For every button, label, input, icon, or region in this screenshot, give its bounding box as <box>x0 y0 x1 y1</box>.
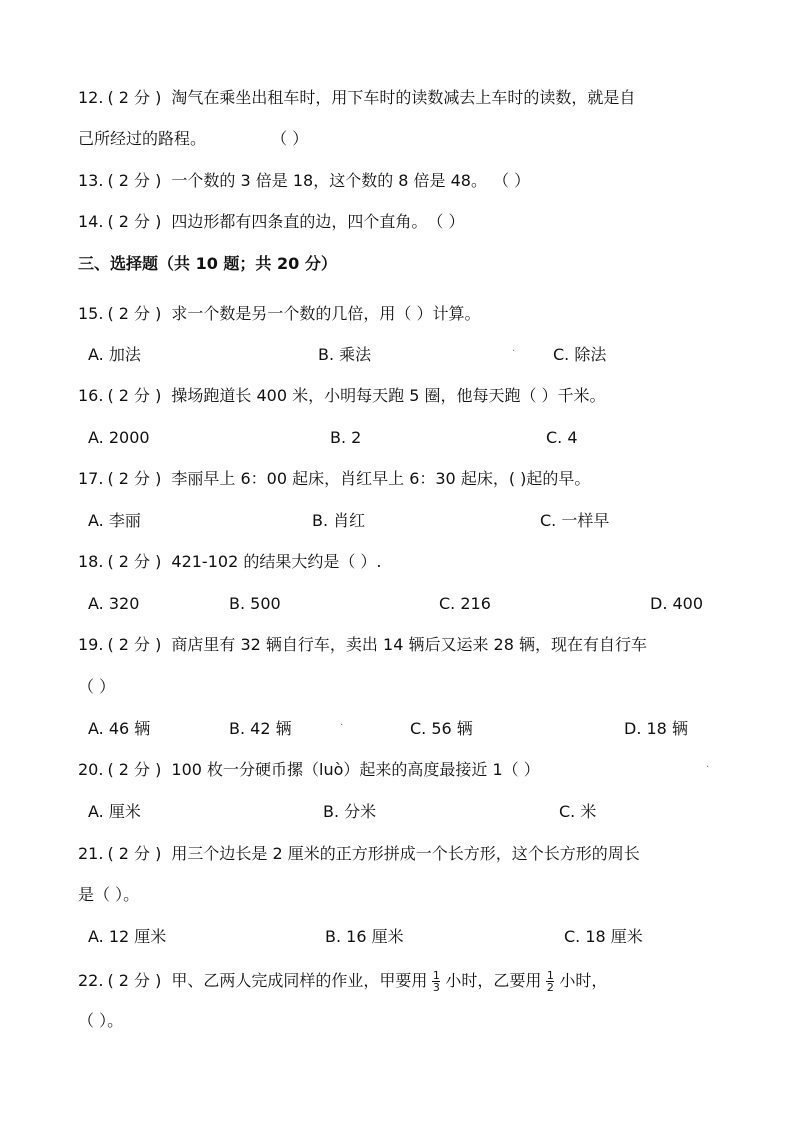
answer-bracket[interactable]: （ ）。 <box>78 1011 124 1030</box>
option-c[interactable]: C. 4 <box>546 428 578 447</box>
option-b[interactable]: B. 500 <box>229 594 281 613</box>
fraction-numerator: 1 <box>546 968 554 982</box>
question-number: 20. <box>78 760 104 779</box>
question-text: 小时，乙要用 <box>445 971 542 990</box>
scan-dot: · <box>340 720 344 731</box>
question-15 <box>78 303 480 325</box>
question-number: 17. <box>78 469 104 488</box>
question-number: 15. <box>78 304 104 323</box>
fraction-denominator: 2 <box>546 980 554 994</box>
question-14 <box>78 211 465 233</box>
option-b[interactable]: B. 42 辆 <box>229 719 292 738</box>
question-number: 12. <box>78 88 104 107</box>
scan-dot: · <box>706 762 710 773</box>
option-c[interactable]: C. 除法 <box>553 345 607 364</box>
question-12 <box>78 87 635 109</box>
option-b[interactable]: B. 肖红 <box>312 511 366 530</box>
question-score: ( 2 分 ) <box>107 635 162 654</box>
question-12-continuation <box>78 128 308 150</box>
option-b[interactable]: B. 分米 <box>323 802 377 821</box>
question-text: 求一个数是另一个数的几倍，用（ ）计算。 <box>171 304 481 323</box>
question-score: ( 2 分 ) <box>107 171 162 190</box>
question-number: 16. <box>78 386 104 405</box>
answer-bracket[interactable]: （ ） <box>493 171 531 190</box>
question-text: 操场跑道长 400 米，小明每天跑 5 圈，他每天跑（ ）千米。 <box>171 386 606 405</box>
question-number: 18. <box>78 552 104 571</box>
question-score: ( 2 分 ) <box>107 469 162 488</box>
question-20 <box>78 759 540 781</box>
fraction-denominator: 3 <box>432 980 440 994</box>
option-a[interactable]: A. 320 <box>88 594 140 613</box>
option-b[interactable]: B. 乘法 <box>318 345 372 364</box>
question-number: 19. <box>78 635 104 654</box>
question-text: 甲、乙两人完成同样的作业，甲要用 <box>171 971 428 990</box>
question-number: 14. <box>78 212 104 231</box>
fraction-one-third <box>432 970 440 993</box>
question-number: 22. <box>78 971 104 990</box>
question-text: 一个数的 3 倍是 18，这个数的 8 倍是 48。 <box>171 171 487 190</box>
answer-bracket[interactable]: （ ） <box>78 677 116 696</box>
scan-dot: · <box>512 346 516 357</box>
option-a[interactable]: A. 2000 <box>88 428 150 447</box>
question-19-continuation <box>78 676 115 698</box>
question-score: ( 2 分 ) <box>107 212 162 231</box>
question-22-continuation <box>78 1010 123 1032</box>
question-score: ( 2 分 ) <box>107 304 162 323</box>
fraction-numerator: 1 <box>432 968 440 982</box>
question-19 <box>78 634 647 656</box>
question-score: ( 2 分 ) <box>107 971 162 990</box>
question-text: 李丽早上 6：00 起床，肖红早上 6：30 起床，( )起的早。 <box>171 469 591 488</box>
question-score: ( 2 分 ) <box>107 760 162 779</box>
question-text-cont: 是（ ）。 <box>78 885 140 904</box>
option-b[interactable]: B. 2 <box>330 428 362 447</box>
option-c[interactable]: C. 216 <box>439 594 491 613</box>
option-c[interactable]: C. 56 辆 <box>410 719 473 738</box>
question-22 <box>78 968 607 994</box>
option-d[interactable]: D. 18 辆 <box>624 719 688 738</box>
question-text: 四边形都有四条直的边，四个直角。 <box>171 212 428 231</box>
question-text: 421-102 的结果大约是（ ）. <box>171 552 382 571</box>
question-16 <box>78 385 606 407</box>
option-b[interactable]: B. 16 厘米 <box>325 927 404 946</box>
question-text: 商店里有 32 辆自行车，卖出 14 辆后又运来 28 辆，现在有自行车 <box>171 635 647 654</box>
option-c[interactable]: C. 米 <box>559 802 597 821</box>
question-score: ( 2 分 ) <box>107 386 162 405</box>
question-18 <box>78 551 382 573</box>
question-21-continuation <box>78 884 139 906</box>
option-a[interactable]: A. 加法 <box>88 345 141 364</box>
question-text-cont: 己所经过的路程。 <box>78 129 207 148</box>
question-score: ( 2 分 ) <box>107 552 162 571</box>
option-d[interactable]: D. 400 <box>650 594 704 613</box>
option-a[interactable]: A. 46 辆 <box>88 719 151 738</box>
question-score: ( 2 分 ) <box>107 844 162 863</box>
fraction-one-half <box>546 970 554 993</box>
question-text: 用三个边长是 2 厘米的正方形拼成一个长方形，这个长方形的周长 <box>171 844 640 863</box>
question-number: 21. <box>78 844 104 863</box>
question-17 <box>78 468 590 490</box>
option-c[interactable]: C. 18 厘米 <box>564 927 643 946</box>
question-text: 100 枚一分硬币摞（luò）起来的高度最接近 1（ ） <box>171 760 540 779</box>
option-a[interactable]: A. 李丽 <box>88 511 141 530</box>
section-heading: 三、选择题（共 10 题；共 20 分） <box>78 254 337 273</box>
answer-bracket[interactable]: （ ） <box>271 129 309 148</box>
answer-bracket[interactable]: （ ） <box>427 212 465 231</box>
question-text: 淘气在乘坐出租车时，用下车时的读数减去上车时的读数，就是自 <box>171 88 636 107</box>
option-a[interactable]: A. 厘米 <box>88 802 141 821</box>
question-text: 小时， <box>559 971 608 990</box>
question-score: ( 2 分 ) <box>107 88 162 107</box>
question-13 <box>78 170 530 192</box>
option-a[interactable]: A. 12 厘米 <box>88 927 167 946</box>
question-21 <box>78 843 640 865</box>
option-c[interactable]: C. 一样早 <box>540 511 610 530</box>
question-number: 13. <box>78 171 104 190</box>
